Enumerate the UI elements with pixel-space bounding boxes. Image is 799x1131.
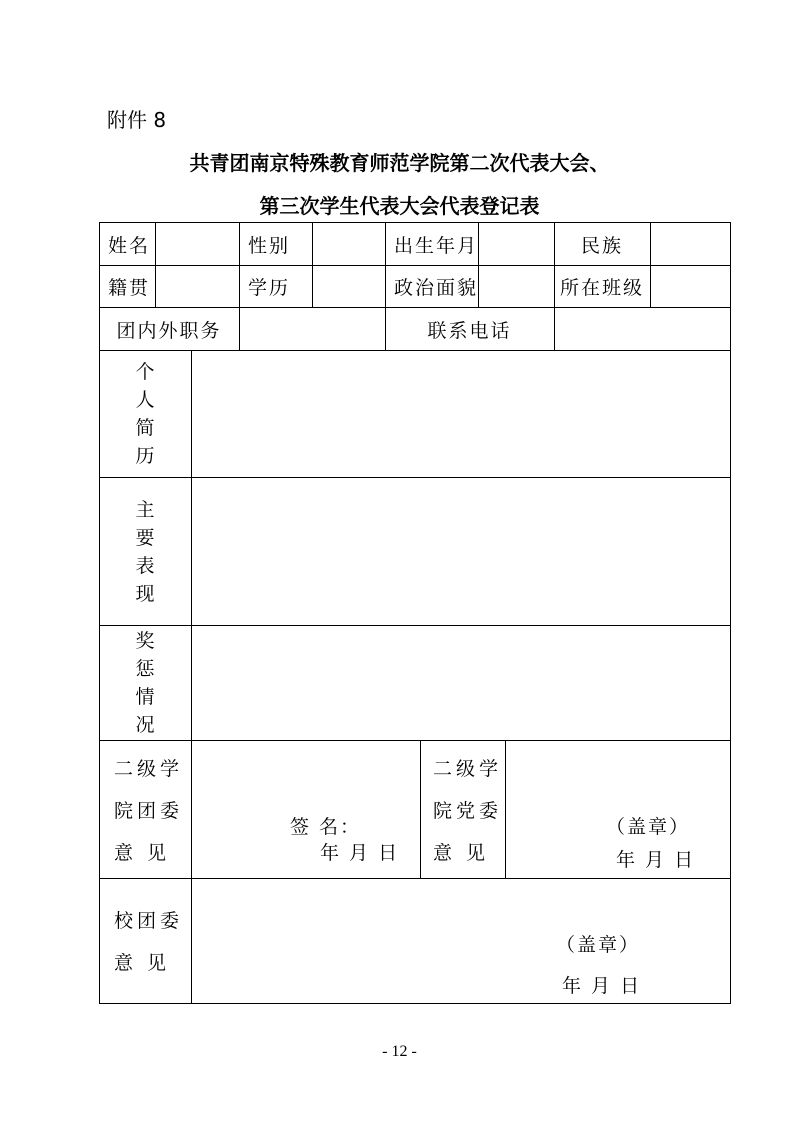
label-school-league-opinion — [114, 900, 183, 984]
college-party-seal: （盖章） — [606, 816, 691, 838]
performance-field[interactable] — [192, 478, 730, 625]
college-league-date: 年 月 日 — [320, 842, 400, 864]
label-line: 意 见 — [114, 842, 171, 864]
label-native-place: 籍贯 — [108, 277, 151, 299]
table-border-bottom — [99, 1003, 731, 1004]
label-awards — [99, 626, 191, 740]
label-char: 惩 — [135, 658, 155, 680]
label-char: 况 — [135, 714, 155, 736]
col-divider — [505, 740, 506, 878]
label-class: 所在班级 — [559, 277, 644, 299]
label-performance — [99, 478, 191, 625]
school-league-seal: （盖章） — [556, 934, 641, 956]
native-place-field[interactable] — [156, 266, 239, 307]
label-line: 二级学 — [114, 758, 184, 780]
school-league-date: 年 月 日 — [562, 975, 642, 997]
label-college-party-opinion — [433, 748, 502, 874]
gender-field[interactable] — [313, 223, 385, 265]
label-char: 表 — [135, 554, 155, 577]
row-divider — [99, 878, 731, 879]
label-char: 情 — [135, 686, 155, 708]
label-phone: 联系电话 — [427, 319, 512, 342]
label-name: 姓名 — [108, 234, 151, 257]
page-number: - 12 - — [382, 1043, 417, 1060]
label-line: 院团委 — [114, 800, 184, 822]
phone-field[interactable] — [555, 308, 730, 350]
name-field[interactable] — [156, 223, 239, 265]
label-char: 现 — [135, 582, 155, 605]
awards-field[interactable] — [192, 626, 730, 740]
ethnicity-field[interactable] — [651, 223, 730, 265]
form-title-line-2: 第三次学生代表大会代表登记表 — [259, 194, 540, 218]
label-line: 意 见 — [433, 842, 490, 864]
label-char: 历 — [135, 445, 155, 467]
label-char: 简 — [135, 417, 155, 439]
political-status-field[interactable] — [479, 266, 554, 307]
attachment-label: 附件 8 — [107, 108, 167, 132]
label-line: 院党委 — [433, 800, 503, 822]
label-political-status: 政治面貌 — [394, 277, 479, 299]
row-divider — [99, 740, 731, 741]
label-char: 主 — [135, 498, 155, 521]
label-char: 要 — [135, 526, 155, 549]
class-field[interactable] — [651, 266, 730, 307]
label-line: 意 见 — [114, 952, 171, 974]
label-ethnicity: 民族 — [580, 234, 623, 257]
college-party-date: 年 月 日 — [616, 849, 696, 871]
resume-field[interactable] — [192, 351, 730, 477]
label-college-league-opinion — [114, 748, 183, 874]
label-char: 人 — [135, 389, 155, 411]
label-positions: 团内外职务 — [116, 319, 222, 342]
birth-field[interactable] — [479, 223, 554, 265]
col-divider — [420, 740, 421, 878]
form-title-line-1: 共青团南京特殊教育师范学院第二次代表大会、 — [189, 151, 610, 175]
label-line: 校团委 — [114, 910, 184, 932]
label-resume — [99, 351, 191, 477]
education-field[interactable] — [313, 266, 385, 307]
table-border-right — [730, 222, 731, 1004]
label-gender: 性别 — [248, 234, 291, 257]
positions-field[interactable] — [240, 308, 385, 350]
signature-label: 签 名： — [290, 816, 362, 838]
label-char: 奖 — [135, 630, 155, 652]
label-line: 二级学 — [433, 758, 503, 780]
label-education: 学历 — [248, 277, 291, 299]
label-birth: 出生年月 — [394, 234, 479, 257]
label-char: 个 — [135, 361, 155, 383]
